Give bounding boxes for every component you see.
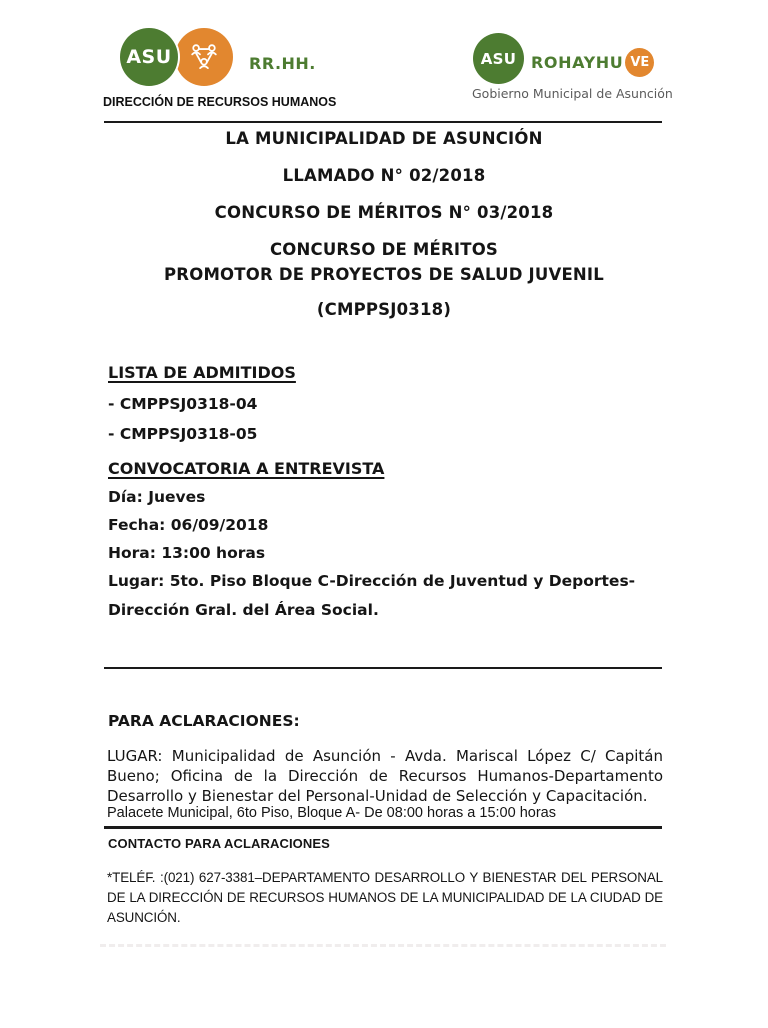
rrhh-logo <box>103 24 413 112</box>
rrhh-wordmark: RR.HH. <box>249 54 316 73</box>
people-network-icon <box>175 28 233 86</box>
title-contest: CONCURSO DE MÉRITOS <box>269 240 499 259</box>
clarifications-schedule-line: Palacete Municipal, 6to Piso, Bloque A- De 08:00 horas a 15:00 horas <box>107 805 556 821</box>
clarifications-heading: PARA ACLARACIONES: <box>108 712 300 730</box>
contact-heading: CONTACTO PARA ACLARACIONES <box>108 836 330 851</box>
asu-badge-label: ASU <box>126 46 172 68</box>
asu-badge-small-label: ASU <box>480 49 517 68</box>
ve-badge: VE <box>625 48 654 77</box>
rohayhuve-logo-caption: Gobierno Municipal de Asunción <box>472 86 673 101</box>
rohayhuve-wordmark <box>531 48 654 77</box>
admitted-item: - CMPPSJ0318-04 <box>108 395 258 413</box>
admitted-list-heading: LISTA DE ADMITIDOS <box>108 363 296 382</box>
rohayhuve-logo <box>472 30 672 106</box>
contact-phone-paragraph: *TELÉF. :(021) 627-3381–DEPARTAMENTO DESARROLLO Y BIENESTAR DEL PERSONAL DE LA DIRECCIÓN DE RECURSOS HUMANOS DE LA MUNICIPALIDAD DE LA CIUDAD DE ASUNCIÓN. <box>107 870 663 925</box>
interview-place-line2: Dirección Gral. del Área Social. <box>108 601 379 619</box>
title-call-number: LLAMADO N° 02/2018 <box>282 166 486 185</box>
title-contest-number: CONCURSO DE MÉRITOS N° 03/2018 <box>214 203 554 222</box>
admitted-item: - CMPPSJ0318-05 <box>108 425 258 443</box>
top-divider <box>104 121 662 123</box>
rrhh-logo-caption: DIRECCIÓN DE RECURSOS HUMANOS <box>103 95 337 109</box>
title-position: PROMOTOR DE PROYECTOS DE SALUD JUVENIL <box>164 265 604 284</box>
interview-heading: CONVOCATORIA A ENTREVISTA <box>108 459 385 478</box>
clarifications-location-paragraph: LUGAR: Municipalidad de Asunción - Avda. Mariscal López C/ Capitán Bueno; Oficina de la Dirección de Recursos Humanos-Departamento Desarrollo y Bienestar del Personal-Unidad de Selección y Capacitación. <box>107 747 663 805</box>
interview-day: Día: Jueves <box>108 488 206 506</box>
middle-divider <box>104 667 662 669</box>
title-municipality: LA MUNICIPALIDAD DE ASUNCIÓN <box>225 129 543 148</box>
interview-date: Fecha: 06/09/2018 <box>108 516 269 534</box>
interview-place-line1: Lugar: 5to. Piso Bloque C-Dirección de Juventud y Deportes- <box>108 572 636 590</box>
title-code: (CMPPSJ0318) <box>316 300 452 319</box>
bottom-faint-divider <box>100 944 666 947</box>
rohayhu-text: ROHAYHU <box>531 53 624 72</box>
contact-divider <box>104 826 662 829</box>
asu-badge-small <box>473 33 524 84</box>
interview-time: Hora: 13:00 horas <box>108 544 266 562</box>
asu-badge <box>120 28 178 86</box>
